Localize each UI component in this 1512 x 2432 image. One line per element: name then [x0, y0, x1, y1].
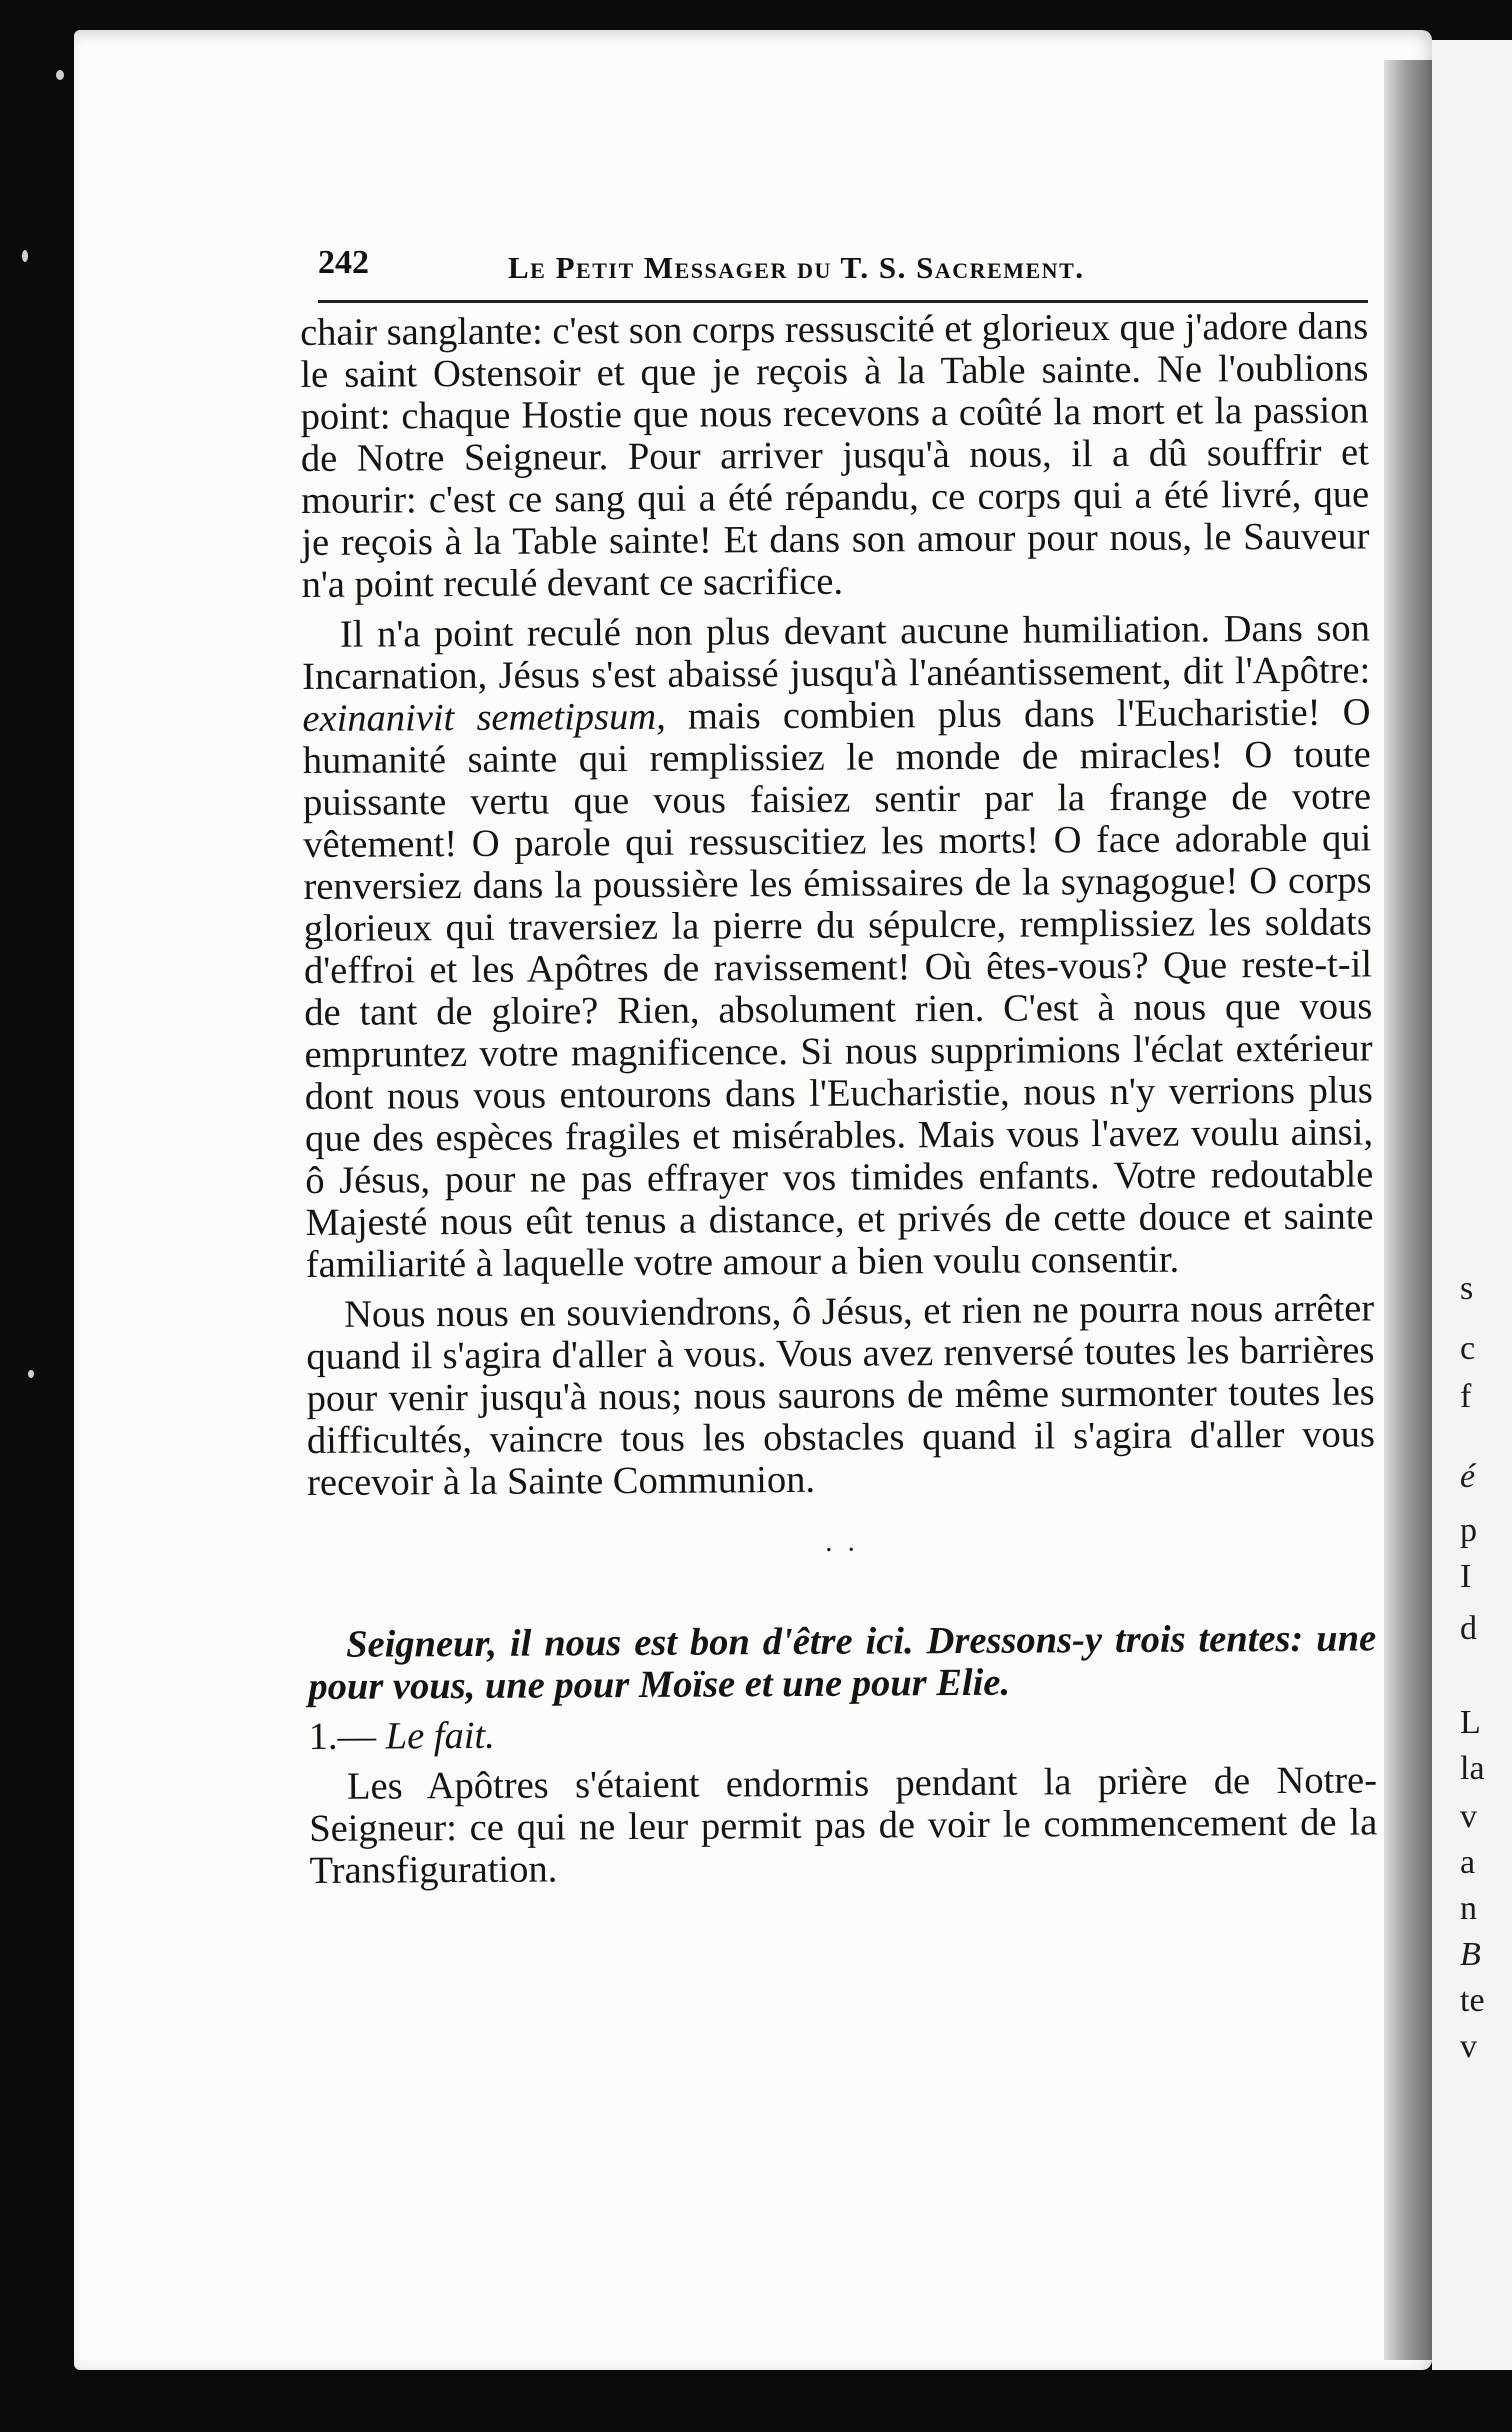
- epigraph: Seigneur, il nous est bon d'être ici. Dressons-y trois tentes: une pour vous, une pour Moïse et une pour Elie.: [308, 1617, 1377, 1708]
- page-number: 242: [318, 244, 369, 281]
- paragraph-text: Il n'a point reculé non plus devant aucune humiliation. Dans son Incarnation, Jésus s'est abaissé jusqu'à l'anéantissement, dit l'Apôtre:: [302, 607, 1371, 698]
- facing-page-fragment: I: [1460, 1558, 1472, 1595]
- scan-speck: [22, 250, 28, 262]
- paragraph: chair sanglante: c'est son corps ressuscité et glorieux que j'adore dans le saint Ostensoir et que je reçois à la Table sainte. Ne l'oublions point: chaque Hostie que nous recevons a coûté la mort et la passion de Notre Seigneur. Pour arriver jusqu'à nous, il a dû souffrir et mourir: c'est ce sang qui a été répandu, ce corps qui a été livré, que je reçois à la Table sainte! Et dans son amour pour nous, le Sauveur n'a point reculé devant ce sacrifice.: [300, 305, 1370, 606]
- facing-page-fragment: c: [1460, 1330, 1476, 1367]
- facing-page-fragment: n: [1460, 1890, 1477, 1927]
- facing-page-fragment: p: [1460, 1512, 1477, 1549]
- paragraph-text: mais combien plus dans l'Eucharistie! O humanité sainte qui remplissiez le monde de miracles! O toute puissante vertu que vous faisiez sentir par la frange de votre vêtement! O parole qui ressuscitiez les morts! O face adorable qui renversiez dans la poussière les émissaires de la synagogue! O corps glorieux qui traversiez la pierre du sépulcre, remplissiez les soldats d'effroi et les Apôtres de ravissement! Où êtes-vous? Que reste-t-il de tant de gloire? Rien, absolument rien. C'est à nous que vous empruntez votre magnificence. Si nous supprimions l'éclat extérieur dont nous vous entourons dans l'Eucharistie, nous n'y verrions plus que des espèces fragiles et misérables. Mais vous l'avez voulu ainsi, ô Jésus, pour ne pas effrayer vos timides enfants. Votre redoutable Majesté nous eût tenus a distance, et privés de cette douce et sainte familiarité à laquelle votre amour a bien voulu consentir.: [302, 691, 1374, 1286]
- facing-page-fragment: B: [1460, 1936, 1481, 1973]
- facing-page-fragment: s: [1460, 1270, 1474, 1307]
- page-gutter-shadow: [1384, 60, 1432, 2360]
- facing-page-fragment: la: [1460, 1750, 1485, 1787]
- paragraph: Les Apôtres s'étaient endormis pendant la prière de Notre-Seigneur: ce qui ne leur permit pas de voir le commencement de la Transfiguration.: [309, 1759, 1378, 1892]
- running-title: Le Petit Messager du T. S. Sacrement.: [508, 250, 1085, 285]
- facing-page-fragment: v: [1460, 1798, 1477, 1835]
- section-number: 1.—: [308, 1715, 377, 1758]
- latin-quotation: exinanivit semetipsum,: [302, 695, 666, 740]
- facing-page-edge: [1432, 40, 1512, 2370]
- facing-page-fragment: v: [1460, 2028, 1477, 2065]
- facing-page-fragment: a: [1460, 1844, 1476, 1881]
- page-header: [318, 244, 1368, 290]
- scan-speck: [56, 70, 64, 80]
- section-separator: · ·: [824, 1534, 859, 1566]
- facing-page-fragment: é: [1460, 1458, 1476, 1495]
- facing-page-fragment: L: [1460, 1704, 1481, 1741]
- facing-page-fragment: d: [1460, 1610, 1477, 1647]
- section-heading: [309, 1709, 1377, 1758]
- paragraph: [302, 607, 1374, 1286]
- facing-page-fragment: f: [1460, 1378, 1472, 1415]
- paragraph: Nous nous en souviendrons, ô Jésus, et rien ne pourra nous arrêter quand il s'agira d'aller à vous. Vous avez renversé toutes les barrières pour venir jusqu'à nous; nous saurons de même surmonter toutes les difficultés, vaincre tous les obstacles quand il s'agira d'aller vous recevoir à la Sainte Communion.: [306, 1287, 1376, 1504]
- section-title: Le fait.: [385, 1714, 495, 1758]
- facing-page-fragment: te: [1460, 1982, 1485, 2019]
- page-body: [300, 305, 1378, 1899]
- header-rule: [318, 300, 1368, 303]
- scan-speck: [28, 1370, 34, 1378]
